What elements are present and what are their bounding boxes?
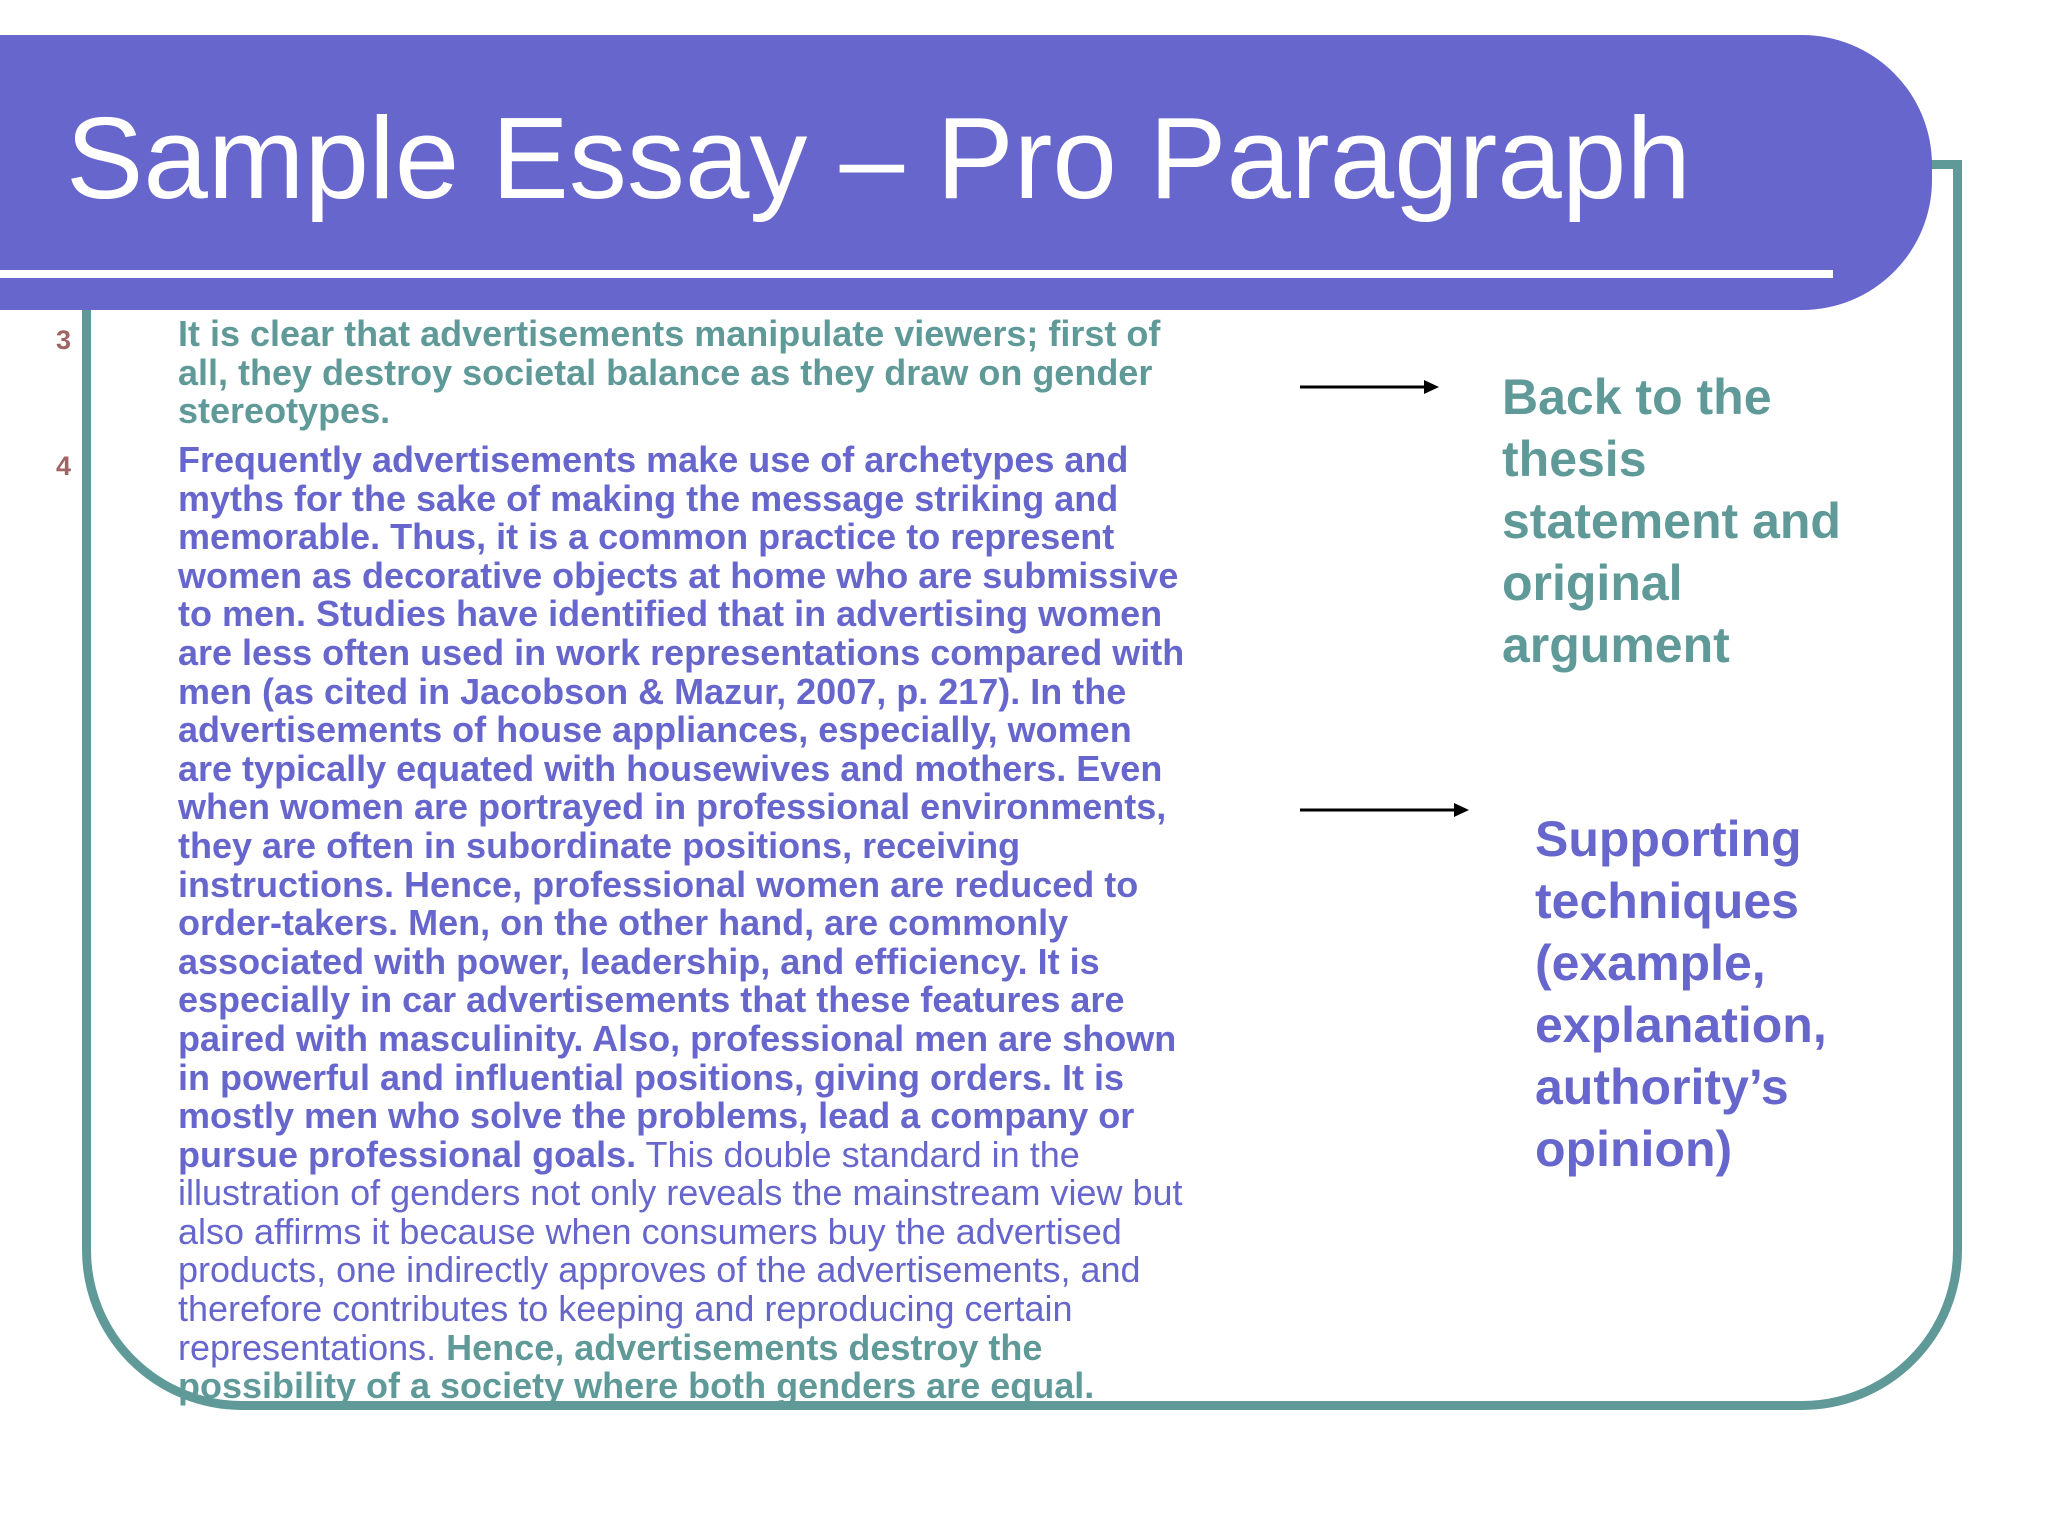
paragraph-4-line: mostly men who solve the problems, lead a company or bbox=[178, 1095, 1135, 1137]
paragraph-4-line: therefore contributes to keeping and reproducing certain bbox=[178, 1288, 1073, 1330]
paragraph-4-line: products, one indirectly approves of the advertisements, and bbox=[178, 1249, 1141, 1291]
annotation-line: (example, bbox=[1535, 935, 1766, 991]
paragraph-4-line: advertisements of house appliances, especially, women bbox=[178, 709, 1132, 751]
paragraph-4-line: to men. Studies have identified that in advertising women bbox=[178, 593, 1163, 635]
paragraph-4-normal-fragment: representations. bbox=[178, 1326, 437, 1368]
paragraph-4-line: associated with power, leadership, and efficiency. It is bbox=[178, 940, 1100, 982]
annotation-back-to-thesis bbox=[1502, 366, 1841, 676]
paragraph-4-line: Frequently advertisements make use of archetypes and bbox=[178, 439, 1129, 480]
paragraph-4-line: especially in car advertisements that these features are bbox=[178, 979, 1125, 1021]
paragraph-4-line: in powerful and influential positions, giving orders. It is bbox=[178, 1056, 1125, 1098]
paragraph-4-normal-fragment: This double standard in the bbox=[636, 1133, 1080, 1175]
annotation-supporting-techniques bbox=[1535, 808, 1827, 1180]
paragraph-4-line: instructions. Hence, professional women are reduced to bbox=[178, 863, 1139, 905]
paragraph-3-line: It is clear that advertisements manipulate viewers; first of bbox=[178, 313, 1161, 354]
paragraph-4-line: also affirms it because when consumers buy the advertised bbox=[178, 1210, 1122, 1252]
arrow-to-techniques bbox=[1300, 798, 1470, 822]
paragraph-3-line: all, they destroy societal balance as they draw on gender bbox=[178, 351, 1153, 393]
paragraph-4-line: myths for the sake of making the message striking and bbox=[178, 477, 1119, 519]
arrowhead bbox=[1424, 380, 1439, 394]
paragraph-3 bbox=[178, 315, 1358, 431]
annotation-line: original bbox=[1502, 555, 1683, 611]
annotation-line: explanation, bbox=[1535, 997, 1827, 1053]
paragraph-4-line: are less often used in work representations compared with bbox=[178, 631, 1185, 673]
slide-title: Sample Essay – Pro Paragraph bbox=[66, 93, 1691, 223]
paragraph-4-line: paired with masculinity. Also, professional men are shown bbox=[178, 1017, 1177, 1059]
paragraph-4-bold-fragment: pursue professional goals. bbox=[178, 1133, 637, 1175]
paragraph-4-line: women as decorative objects at home who are submissive bbox=[178, 554, 1179, 596]
paragraph-4-line: memorable. Thus, it is a common practice to represent bbox=[178, 516, 1115, 558]
paragraph-4-line: are typically equated with housewives and mothers. Even bbox=[178, 747, 1163, 789]
paragraph-4-conclusion: possibility of a society where both genders are equal. bbox=[178, 1365, 1095, 1407]
arrow-to-thesis bbox=[1300, 375, 1440, 399]
paragraph-3-line: stereotypes. bbox=[178, 390, 391, 432]
paragraph-4-line: when women are portrayed in professional environments, bbox=[178, 786, 1167, 828]
annotation-line: authority’s bbox=[1535, 1059, 1789, 1115]
line-number-4: 4 bbox=[56, 451, 72, 481]
arrowhead bbox=[1454, 803, 1469, 817]
annotation-line: Supporting bbox=[1535, 811, 1802, 867]
annotation-line: statement and bbox=[1502, 493, 1841, 549]
annotation-line: thesis bbox=[1502, 431, 1647, 487]
paragraph-4-line: men (as cited in Jacobson & Mazur, 2007, p. 217). In the bbox=[178, 670, 1127, 712]
annotation-line: argument bbox=[1502, 617, 1730, 673]
paragraph-4-line: order-takers. Men, on the other hand, are commonly bbox=[178, 902, 1069, 944]
title-underline bbox=[0, 270, 1833, 278]
paragraph-4-line: illustration of genders not only reveals the mainstream view but bbox=[178, 1172, 1183, 1214]
paragraph-4-line: they are often in subordinate positions, receiving bbox=[178, 824, 1021, 866]
annotation-line: Back to the bbox=[1502, 369, 1772, 425]
paragraph-4 bbox=[178, 441, 1358, 1406]
line-number-3: 3 bbox=[56, 325, 72, 355]
annotation-line: opinion) bbox=[1535, 1121, 1733, 1177]
paragraph-4-conclusion: Hence, advertisements destroy the bbox=[436, 1326, 1043, 1368]
annotation-line: techniques bbox=[1535, 873, 1799, 929]
